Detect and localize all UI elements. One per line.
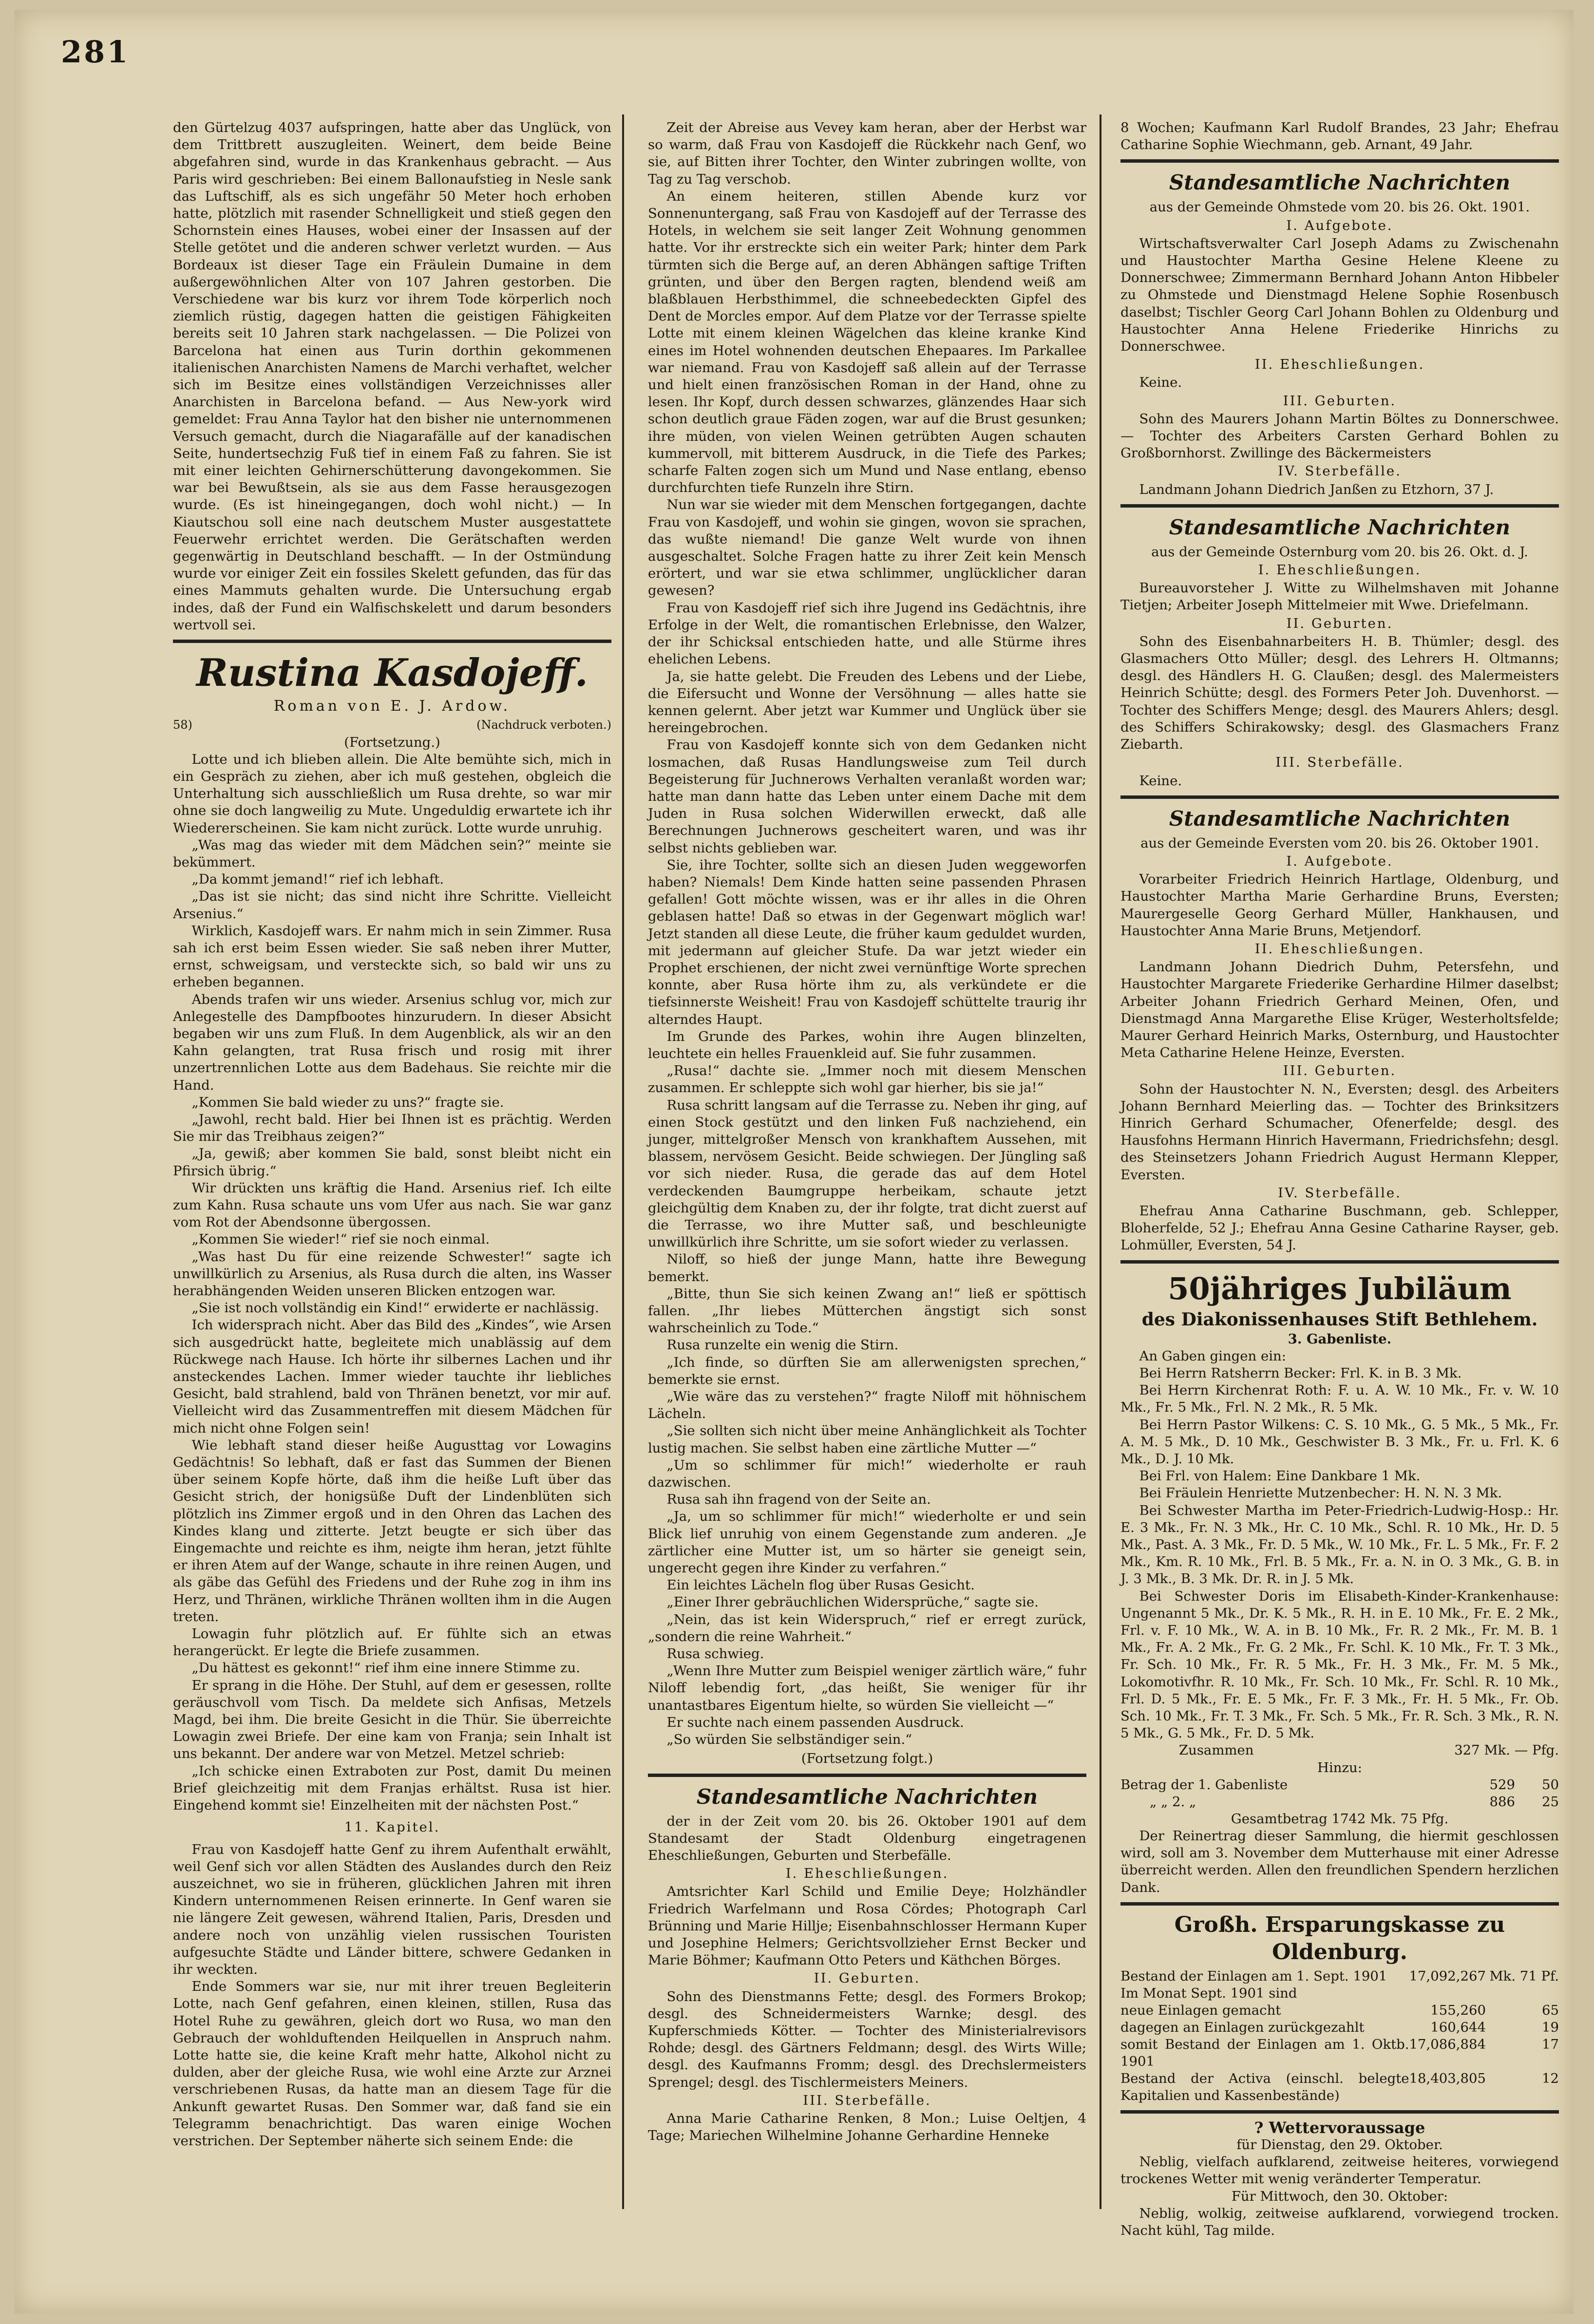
marriages-text: Keine.: [1139, 375, 1182, 391]
list-pfennig: 25: [1542, 1794, 1559, 1810]
novel-paragraph: „Sie ist noch vollständig ein Kind!“ erwiderte er nachlässig.: [191, 1300, 599, 1316]
novel-paragraph: „Einer Ihrer gebräuchlichen Widersprüche,“ sagte sie.: [666, 1594, 1039, 1610]
novel-paragraph: Rusa schritt langsam auf die Terrasse zu. Neben ihr ging, auf einen Stock gestützt und den linken Fuß nachziehend, ein junger, mittelgroßer Mensch von krankhaftem Aussehen, mit blassem, nervösem Gesicht. Beide schwiegen. Der Jüngling saß vor sich nieder. Rusa, die gerade das auf dem Hotel verdeckenden Baumgruppe herbeikam, schaute jetzt gleichgültig dem Knaben zu, der ihr folgte, trat dicht zuerst auf die Terrasse, wo ihre Mutter saß, und beschleunigte unwillkürlich ihre Schritte, um sie sofort wieder zu verlassen.: [648, 1097, 1086, 1250]
row-marks: 17,092,267: [1409, 1968, 1486, 1984]
novel-paragraph: „Wie wäre das zu verstehen?“ fragte Niloff mit höhnischem Lächeln.: [648, 1389, 1086, 1422]
section-heading: I. Eheschließungen.: [1258, 562, 1422, 578]
deaths-text: Keine.: [1139, 773, 1182, 789]
donation-entry: Bei Schwester Doris im Elisabeth-Kinder-Krankenhause: Ungenannt 5 Mk., Dr. K. 5 Mk., R. H. in E. 10 Mk., Fr. E. 2 Mk., Frl. v. F. 10 Mk., W. A. in B. 10 Mk., Fr. R. 2 Mk., Fr. M. B. 1 Mk., Fr. A. 2 Mk., Fr. G. 2 Mk., Fr. Schl. K. 10 Mk., Fr. T. 3 Mk., Fr. Sch. 10 Mk., Fr. R. 5 Mk., Fr. H. 3 Mk., Fr. M. 5 Mk., Lokomotivfhr. R. 10 Mk., Fr. Sch. 10 Mk., Fr. Schl. R. 10 Mk., Frl. D. 5 Mk., Fr. E. 5 Mk., Fr. F. 3 Mk., Fr. H. 5 Mk., Fr. Ob. Sch. 10 Mk., Fr. T. 3 Mk., Fr. Sch. 5 Mk., Fr. R. Sch. 3 Mk., R. N. 5 Mk., G. 5 Mk., Fr. D. 5 Mk.: [1120, 1588, 1559, 1741]
civil-registry-intro: aus der Gemeinde Osternburg vom 20. bis 26. Okt. d. J.: [1151, 544, 1528, 560]
civil-registry-title: Standesamtliche Nachrichten: [1169, 515, 1511, 539]
table-row: [1120, 1985, 1559, 2002]
novel-paragraph: Er suchte nach einem passenden Ausdruck.: [666, 1714, 964, 1730]
list-label: Betrag der 1. Gabenliste: [1120, 1776, 1288, 1793]
novel-paragraph: Er sprang in die Höhe. Der Stuhl, auf dem er gesessen, rollte geräuschvoll vom Tisch. Da meldete sich Anfisas, Metzels Magd, bei ihm. Die breite Gesicht in die Thür. Sie überreichte Lowagin zwei Briefe. Der eine kam von Franja; sein Inhalt ist uns bekannt. Der andere war von Metzel. Metzel schrieb:: [173, 1677, 611, 1762]
weather-date-2: Für Mittwoch, den 30. Oktober:: [1231, 2188, 1448, 2204]
novel-paragraph: Frau von Kasdojeff konnte sich von dem Gedanken nicht losmachen, daß Rusas Handlungsweise zum Teil durch Begeisterung für Juchnerows Verhalten veranlaßt worden war; hatte man dann hatte das Leben unter einem Dache mit dem Juden in Rusa solchen Widerwillen erweckt, daß alle Berechnungen Juchnerows gescheitert waren, und was ihr selbst nichts geblieben war.: [648, 737, 1086, 856]
table-row: [1120, 1776, 1559, 1794]
previous-lists-table: [1120, 1776, 1559, 1811]
row-marks: 18,403,805: [1409, 2070, 1486, 2086]
section-heading: IV. Sterbefälle.: [1278, 1185, 1402, 1201]
row-marks: [1409, 1985, 1486, 2002]
donation-entry: Bei Herrn Ratsherrn Becker: Frl. K. in B. 3 Mk.: [1139, 1365, 1462, 1381]
novel-text: [648, 119, 1086, 1748]
row-marks: 155,260: [1430, 2002, 1486, 2018]
list-marks: 529: [1489, 1776, 1515, 1793]
novel-paragraph: Rusa schwieg.: [666, 1646, 764, 1662]
novel-paragraph: „Bitte, thun Sie sich keinen Zwang an!“ ließ er spöttisch fallen. „Ihr liebes Mütterchen ängstigt sich sonst wahrscheinlich zu Tode.“: [648, 1285, 1086, 1336]
grand-total: Gesamtbetrag 1742 Mk. 75 Pfg.: [1231, 1811, 1449, 1827]
civil-registry-title: Standesamtliche Nachrichten: [1169, 806, 1511, 831]
novel-paragraph: Frau von Kasdojeff rief sich ihre Jugend ins Gedächtnis, ihre Erfolge in der Welt, die romantischen Erlebnisse, den Walzer, der ihr Schicksal entschieden hatte, und alle Stürme ihres ehelichen Lebens.: [648, 600, 1086, 667]
list-marks: 886: [1489, 1794, 1515, 1810]
section-heading: I. Aufgebote.: [1286, 217, 1393, 233]
novel-paragraph: Niloff, so hieß der junge Mann, hatte ihre Bewegung bemerkt.: [648, 1251, 1086, 1285]
deaths-continued: 8 Wochen; Kaufmann Karl Rudolf Brandes, 23 Jahr; Ehefrau Catharine Sophie Wiechmann, geb. Arnant, 49 Jahr.: [1120, 120, 1559, 153]
section-heading: I. Eheschließungen.: [785, 1866, 949, 1882]
section-heading: III. Geburten.: [1283, 1063, 1397, 1079]
novel-paragraph: Abends trafen wir uns wieder. Arsenius schlug vor, mich zur Anlegestelle des Dampfbootes hinzurudern. In dieser Absicht begaben wir uns zum Fluß. In dem Augenblick, als wir an den Kahn gelangten, trat Rusa frisch und rosig mit ihrer unzertrennlichen Lotte aus dem Badehaus. Sie reichte mir die Hand.: [173, 991, 611, 1093]
novel-paragraph: „Du hättest es gekonnt!“ rief ihm eine innere Stimme zu.: [191, 1660, 580, 1676]
births-text: Sohn des Eisenbahnarbeiters H. B. Thümler; desgl. des Glasmachers Otto Müller; desgl. des Lehrers H. Oltmanns; desgl. des Händlers H. G. Claußen; desgl. des Malermeisters Heinrich Schütte; desgl. des Formers Peter Joh. Duvenhorst. — Tochter des Schiffers Menge; desgl. des Maurers Ahlers; desgl. des Schiffers Schirakowsky; desgl. des Glasmachers Franz Ziebarth.: [1120, 633, 1559, 753]
row-marks: 160,644: [1430, 2019, 1486, 2035]
column-1: [173, 119, 611, 2272]
novel-byline: Roman von E. J. Ardow.: [273, 698, 511, 715]
continuation-note: (Fortsetzung.): [344, 734, 440, 750]
deaths-text: Landmann Johann Diedrich Janßen zu Etzhorn, 37 J.: [1139, 481, 1494, 497]
section-heading: III. Sterbefälle.: [803, 2092, 931, 2108]
row-label: neue Einlagen gemacht: [1120, 2002, 1281, 2018]
section-rule: [1120, 159, 1559, 163]
row-pfennig: Mk. 71 Pf.: [1489, 1968, 1559, 1984]
row-pfennig: [1486, 1985, 1559, 2002]
sum-label: Zusammen: [1179, 1742, 1254, 1758]
table-row: [1120, 2070, 1559, 2104]
novel-paragraph: „Ich schicke einen Extraboten zur Post, damit Du meinen Brief gleichzeitig mit dem Franjas erhältst. Rusa ist hier. Eingehend kommt sie! Einzelheiten mit der nächsten Post.“: [173, 1763, 611, 1814]
chapter-heading: 11. Kapitel.: [344, 1819, 440, 1835]
novel-paragraph: „Ja, gewiß; aber kommen Sie bald, sonst bleibt nicht ein Pfirsich übrig.“: [173, 1146, 611, 1179]
list-pfennig: 50: [1542, 1776, 1559, 1793]
column-divider: [622, 114, 624, 2209]
table-row: [1120, 1968, 1559, 1985]
section-rule: [1120, 1902, 1559, 1906]
jubilee-title: 50jähriges Jubiläum: [1168, 1270, 1512, 1306]
births-text: Sohn der Haustochter N. N., Eversten; desgl. des Arbeiters Johann Bernhard Meierling das. — Tochter des Brinksitzers Hinrich Gerhard Schumacher, Ofenerfelde; desgl. des Hausfohns Hermann Hinrich Havermann, Friedrichsfehn; desgl. des Steinsetzers Johann Friedrich August Hermann Klepper, Eversten.: [1120, 1081, 1559, 1183]
weather-forecast-1: Neblig, vielfach aufklarend, zeitweise heiteres, vorwiegend trockenes Wetter mit wenig veränderter Temperatur.: [1120, 2154, 1559, 2187]
row-pfennig: 12: [1542, 2070, 1559, 2086]
jubilee-closing: Der Reinertrag dieser Sammlung, die hiermit geschlossen wird, soll am 3. November dem Mutterhause mit einer Adresse überreicht werden. Allen den freundlichen Spendern herzlichen Dank.: [1120, 1828, 1559, 1895]
section-rule: [1120, 504, 1559, 508]
novel-paragraph: Sie, ihre Tochter, sollte sich an diesen Juden weggeworfen haben? Niemals! Dem Kinde hatten seine passenden Phrasen gefallen! Gott möchte wissen, was er ihr alles in die Ohren geblasen hatte! Daß so etwas in der Gegenwart möglich war! Jetzt standen all diese Leute, die früher kaum geduldet wurden, mit jedermann auf gleicher Stufe. Da war jetzt wieder ein Prophet erschienen, der nicht zwei vernünftige Worte sprechen konnte, aber Rusa hörte ihm zu, als verkündete er die tiefsinnerste Weisheit! Frau von Kasdojeff schüttelte traurig ihr alterndes Haupt.: [648, 857, 1086, 1027]
novel-paragraph: „Sie sollten sich nicht über meine Anhänglichkeit als Tochter lustig machen. Sie selbst haben eine zärtliche Mutter —“: [648, 1423, 1086, 1456]
novel-paragraph: Lotte und ich blieben allein. Die Alte bemühte sich, mich in ein Gespräch zu ziehen, aber ich muß gestehen, obgleich die Unterhaltung sich ausschließlich um Rusa drehte, so war mir ohne sie doch langweilig zu Mute. Ungeduldig erwartete ich ihr Wiedererscheinen. Sie kam nicht zurück. Lotte wurde unruhig.: [173, 751, 611, 836]
table-row: [1120, 2002, 1559, 2019]
civil-registry-title: Standesamtliche Nachrichten: [1169, 170, 1511, 195]
savings-bank-title: Großh. Ersparungskasse zu Oldenburg.: [1174, 1912, 1505, 1965]
column-2: [648, 119, 1086, 2214]
civil-registry-intro: der in der Zeit vom 20. bis 26. Oktober 1901 auf dem Standesamt der Stadt Oldenburg eingetragenen Eheschließungen, Geburten und Sterbefälle.: [648, 1813, 1086, 1863]
civil-registry-intro: aus der Gemeinde Ohmstede vom 20. bis 26. Okt. 1901.: [1149, 199, 1530, 215]
novel-paragraph: Ein leichtes Lächeln flog über Rusas Gesicht.: [666, 1577, 975, 1593]
column-divider: [1100, 114, 1101, 2209]
novel-paragraph: „Was hast Du für eine reizende Schwester!“ sagte ich unwillkürlich zu Arsenius, als Rusa durch die alten, ins Wasser herabhängenden Weiden unseren Blicken entzogen war.: [173, 1248, 611, 1299]
novel-meta: [173, 717, 611, 734]
novel-paragraph: Lowagin fuhr plötzlich auf. Er fühlte sich an etwas herangerückt. Er legte die Briefe zusammen.: [173, 1626, 611, 1659]
donation-entry: Bei Herrn Pastor Wilkens: C. S. 10 Mk., G. 5 Mk., 5 Mk., Fr. A. M. 5 Mk., D. 10 Mk., Geschwister B. 3 Mk., Fr. u. Frl. K. 6 Mk., D. J. 10 Mk.: [1120, 1417, 1559, 1467]
novel-paragraph: Rusa runzelte ein wenig die Stirn.: [666, 1337, 899, 1353]
section-heading: I. Aufgebote.: [1286, 853, 1393, 869]
novel-paragraph: „Kommen Sie wieder!“ rief sie noch einmal.: [191, 1231, 490, 1247]
novel-paragraph: „Das ist sie nicht; das sind nicht ihre Schritte. Vielleicht Arsenius.“: [173, 888, 611, 922]
section-heading: II. Eheschließungen.: [1254, 357, 1425, 373]
banns-text: Vorarbeiter Friedrich Heinrich Hartlage, Oldenburg, und Haustochter Martha Marie Gerhardine Bruns, Eversten; Maurergeselle Georg Gerhard Müller, Hankhausen, und Haustochter Anna Marie Bruns, Metjendorf.: [1120, 871, 1559, 939]
section-heading: III. Sterbefälle.: [1275, 755, 1404, 771]
novel-paragraph: Rusa sah ihn fragend von der Seite an.: [666, 1492, 931, 1508]
list-label: „ „ 2. „: [1150, 1794, 1196, 1810]
row-pfennig: 19: [1542, 2019, 1559, 2035]
births-text: Sohn des Dienstmanns Fette; desgl. des Formers Brokop; desgl. des Schneidermeisters Warnke; desgl. des Kupferschmieds Kötter. — Tochter des Ministerialrevisors Rohde; desgl. des Gärtners Feldmann; desgl. des Wirts Wille; desgl. des Kaufmanns Fromm; desgl. des Drechslermeisters Sprengel; desgl. des Tischlermeisters Meiners.: [648, 1988, 1086, 2090]
donation-entry: Bei Schwester Martha im Peter-Friedrich-Ludwig-Hosp.: Hr. E. 3 Mk., Fr. N. 3 Mk., Hr. C. 10 Mk., Schl. R. 10 Mk., Hr. D. 5 Mk., Past. A. 3 Mk., Fr. D. 5 Mk., W. 10 Mk., Fr. L. 5 Mk., Fr. F. 2 Mk., Km. R. 10 Mk., Frl. B. 5 Mk., Fr. a. N. in O. 3 Mk., G. B. in J. 3 Mk., B. 3 Mk. Dr. R. in J. 5 Mk.: [1120, 1502, 1559, 1587]
novel-text: [173, 751, 611, 1814]
donation-entry: An Gaben gingen ein:: [1139, 1348, 1286, 1364]
novel-paragraph: „Nein, das ist kein Widerspruch,“ rief er erregt zurück, „sondern die reine Wahrheit.“: [648, 1611, 1086, 1644]
section-heading: II. Geburten.: [814, 1970, 921, 1986]
donation-sum: [1179, 1742, 1559, 1759]
section-heading: IV. Sterbefälle.: [1278, 463, 1402, 479]
novel-paragraph: Ende Sommers war sie, nur mit ihrer treuen Begleiterin Lotte, nach Genf gefahren, einen kleinen, stillen, Rusa das Hotel Ruhe zu gewähren, gleich dort wo Rusa, wo man den Gebrauch der wohlduftenden Heilquellen in Anspruch nahm. Lotte hatte sie, die keine Kraft mehr hatte, Alkohol nicht zu dulden, aber der gleiche Rusa, wie wohl eine Arzte zur Arznei verschriebenen Rusas, da hatte man an diesem Tage für die Ankunft gewartet Rusas. Den Sommer war, daß fand sie ein Telegramm benachrichtigt. Das waren einige Wochen verstrichen. Der September näherte sich seinem Ende: die: [173, 1979, 611, 2149]
novel-paragraph: „Was mag das wieder mit dem Mädchen sein?“ meinte sie bekümmert.: [173, 837, 611, 870]
section-heading: II. Geburten.: [1286, 615, 1393, 631]
marriages-text: Bureauvorsteher J. Witte zu Wilhelmshaven mit Johanne Tietjen; Arbeiter Joseph Mittelmeier mit Wwe. Driefelmann.: [1120, 580, 1559, 613]
births-text: Sohn des Maurers Johann Martin Böltes zu Donnerschwee. — Tochter des Arbeiters Carsten Gerhard Bohlen zu Großbornhorst. Zwillinge des Bäckermeisters: [1120, 411, 1559, 461]
newspaper-page: [15, 10, 1574, 2314]
section-rule: [1120, 1260, 1559, 1264]
novel-paragraph: „Kommen Sie bald wieder zu uns?“ fragte sie.: [191, 1094, 504, 1110]
section-rule: [648, 1774, 1086, 1777]
weather-date-1: für Dienstag, den 29. Oktober.: [1236, 2137, 1443, 2153]
section-rule: [1120, 2110, 1559, 2114]
row-label: Bestand der Einlagen am 1. Sept. 1901: [1120, 1968, 1387, 1984]
novel-title: Rustina Kasdojeff.: [196, 651, 588, 696]
novel-paragraph: „Ich finde, so dürften Sie am allerwenigsten sprechen,“ bemerkte sie ernst.: [648, 1354, 1086, 1387]
novel-paragraph: Wir drückten uns kräftig die Hand. Arsenius rief. Ich eilte zum Kahn. Rusa schaute uns vom Ufer aus nach. Sie war ganz vom Rot der Abendsonne übergossen.: [173, 1180, 611, 1230]
novel-paragraph: Ich widersprach nicht. Aber das Bild des „Kindes“, wie Arsen sich ausgedrückt hatte, begleitete mich unablässig auf dem Rückwege nach Hause. Ich hörte ihr silbernes Lachen und ihr ansteckendes Lachen. Immer wieder tauchte ihr liebliches Gesicht, bald strahlend, bald von Thränen benetzt, vor mir auf. Vielleicht wird das Zusammentreffen mit diesem Mädchen für mich nicht ohne Folgen sein!: [173, 1317, 611, 1436]
novel-paragraph: „Da kommt jemand!“ rief ich lebhaft.: [191, 871, 444, 888]
row-label: dagegen an Einlagen zurückgezahlt: [1120, 2019, 1365, 2035]
civil-registry-title: Standesamtliche Nachrichten: [696, 1784, 1038, 1809]
donation-list-heading: 3. Gabenliste.: [1288, 1331, 1392, 1347]
table-row: [1120, 2019, 1559, 2036]
weather-title: ? Wettervoraussage: [1254, 2118, 1425, 2137]
section-rule: [173, 640, 611, 643]
novel-paragraph: „Rusa!“ dachte sie. „Immer noch mit diesem Menschen zusammen. Er schleppte sich wohl gar hierher, bis sie ja!“: [648, 1063, 1086, 1096]
banns-text: Wirtschaftsverwalter Carl Joseph Adams zu Zwischenahn und Haustochter Martha Gesine Helene Kleene zu Donnerschwee; Zimmermann Bernhard Johann Anton Hibbeler zu Ohmstede und Dienstmagd Helene Sophie Rosenbusch daselbst; Tischler Georg Carl Johann Bohlen zu Oldenburg und Haustochter Anna Helene Friederike Hinrichs zu Donnerschwee.: [1120, 235, 1559, 355]
jubilee-subtitle: des Diakonissenhauses Stift Bethlehem.: [1141, 1309, 1538, 1330]
row-marks: 17,086,884: [1409, 2036, 1486, 2052]
news-miscellany: den Gürtelzug 4037 aufspringen, hatte aber das Unglück, von dem Trittbrett auszugleiten. Weinert, dem beide Beine abgefahren sind, wurde in das Krankenhaus gebracht. — Aus Paris wird geschrieben: Bei einem Ballonaufstieg in Nesle sank das Luftschiff, als es sich ungefähr 50 Meter hoch erhoben hatte, plötzlich mit rasender Schnelligkeit und stieß gegen den Schornstein eines Hauses, wobei einer der Insassen auf der Stelle getötet und die anderen schwer verletzt wurden. — Aus Bordeaux ist dieser Tage ein Fräulein Dumaine in dem außergewöhnlichen Alter von 107 Jahren gestorben. Die Verschiedene war bis kurz vor ihrem Tode körperlich noch ziemlich rüstig, dagegen hatten die geistigen Fähigkeiten bereits seit 10 Jahren stark nachgelassen. — Die Polizei von Barcelona hat einen aus Turin dorthin gekommenen italienischen Anarchisten Namens de Marchi verhaftet, welcher sich im Besitze eines vollständigen Verzeichnisses aller Anarchisten in Barcelona befand. — Aus New-york wird gemeldet: Frau Anna Taylor hat den bisher nie unternommenen Versuch gemacht, durch die Niagarafälle auf der kanadischen Seite, hundertsechzig Fuß tief in einem Faß zu fahren. Sie ist mit einer leichten Gehirnerschütterung davongekommen. Sie war bei Bewußtsein, als sie aus dem Fasse herausgezogen wurde. (Es ist hineingegangen, doch wohl nicht.) — In Kiautschou soll eine nach deutschem Muster ausgestattete Feuerwehr errichtet werden. Die Gerätschaften werden gegenwärtig in Deutschland beschafft. — In der Ostmündung wurde vor einiger Zeit ein fossiles Skelett gefunden, das für das eines Mammuts gehalten wurde. Die Untersuchung ergab indes, daß der Fund ein Walfischskelett und darum besonders wertvoll sei.: [173, 120, 611, 633]
donation-entry: Bei Frl. von Halem: Eine Dankbare 1 Mk.: [1139, 1468, 1421, 1484]
novel-paragraph: Im Grunde des Parkes, wohin ihre Augen blinzelten, leuchtete ein helles Frauenkleid auf. Sie fuhr zusammen.: [648, 1028, 1086, 1061]
table-row: [1120, 2036, 1559, 2070]
deaths-text: Ehefrau Anna Catharine Buschmann, geb. Schlepper, Bloherfelde, 52 J.; Ehefrau Anna Gesine Catharine Rayser, geb. Lohmüller, Eversten, 54 J.: [1120, 1203, 1559, 1253]
deaths-text: Anna Marie Catharine Renken, 8 Mon.; Luise Oeltjen, 4 Tage; Mariechen Wilhelmine Johanne Gerhardine Henneke: [648, 2110, 1086, 2144]
table-row: [1120, 1794, 1559, 1811]
novel-paragraph: „So würden Sie selbständiger sein.“: [666, 1732, 912, 1748]
hinzu-label: Hinzu:: [1317, 1759, 1362, 1776]
reprint-notice: (Nachdruck verboten.): [476, 718, 611, 732]
column-3: [1120, 119, 1559, 2239]
novel-paragraph: Ja, sie hatte gelebt. Die Freuden des Lebens und der Liebe, die Eifersucht und Wonne der Versöhnung — alles hatte sie kennen gelernt. Aber jetzt war Kummer und Unglück über sie hereingebrochen.: [648, 668, 1086, 736]
donation-entry: Bei Herrn Kirchenrat Roth: F. u. A. W. 10 Mk., Fr. v. W. 10 Mk., Fr. 5 Mk., Frl. N. 2 Mk., R. 5 Mk.: [1120, 1382, 1559, 1416]
novel-paragraph: „Ja, um so schlimmer für mich!“ wiederholte er und sein Blick lief unruhig von einem Gegenstande zum anderen. „Je zärtlicher eine Mutter ist, um so härter sie geneigt sein, ungerecht gegen ihre Kinder zu verfahren.“: [648, 1509, 1086, 1576]
novel-paragraph: An einem heiteren, stillen Abende kurz vor Sonnenuntergang, saß Frau von Kasdojeff auf der Terrasse des Hotels, in welchem sie seit langer Zeit Wohnung genommen hatte. Vor ihr erstreckte sich ein weiter Park; hinter dem Park türmten sich die Berge auf, an deren Abhängen saftige Triften grünten, und über den Bergen ragten, blendend weiß am blaßblauen Herbsthimmel, die schneebedeckten Gipfel des Dent de Morcles empor. Auf dem Platze vor der Terrasse spielte Lotte mit einem kleinen Wägelchen das kleine kranke Kind eines im Hotel wohnenden deutschen Ehepaares. Im Parkallee war niemand. Frau von Kasdojeff saß allein auf der Terrasse und hielt einen französischen Roman in der Hand, ohne zu lesen. Ihr Kopf, durch dessen schwarzes, glänzendes Haar sich schon deutlich graue Fäden zogen, war auf die Brust gesunken; ihre müden, von vielen Weinen getrübten Augen schauten kummervoll, mit bitterem Ausdruck, in die Tiefe des Parkes; scharfe Falten zogen sich um Mund und Nase entlang, ebenso durchfurchten tiefe Runzeln ihre Stirn.: [648, 188, 1086, 496]
civil-registry-intro: aus der Gemeinde Eversten vom 20. bis 26. Oktober 1901.: [1140, 835, 1539, 851]
row-pfennig: 17: [1542, 2036, 1559, 2052]
page-number: 281: [61, 34, 130, 70]
novel-text-continued: [173, 1841, 611, 2150]
row-pfennig: 65: [1542, 2002, 1559, 2018]
novel-paragraph: „Jawohl, recht bald. Hier bei Ihnen ist es prächtig. Werden Sie mir das Treibhaus zeigen?“: [173, 1111, 611, 1145]
marriages-text: Amtsrichter Karl Schild und Emilie Deye; Holzhändler Friedrich Warfelmann und Rosa Cördes; Photograph Carl Brünning und Marie Hillje; Eisenbahnschlosser Hermann Kuper und Josephine Helmers; Gerichtsvollzieher Ernst Becker und Marie Böhmer; Kaufmann Otto Peters und Käthchen Börges.: [648, 1884, 1086, 1968]
section-rule: [1120, 795, 1559, 799]
section-heading: II. Eheschließungen.: [1254, 941, 1425, 957]
row-label: Im Monat Sept. 1901 sind: [1120, 1985, 1297, 2001]
savings-bank-table: [1120, 1968, 1559, 2104]
novel-paragraph: Nun war sie wieder mit dem Menschen fortgegangen, dachte Frau von Kasdojeff, und wohin sie gingen, wovon sie sprachen, das wußte niemand! Die ganze Welt wurde von ihnen ausgeschaltet. Solche Fragen hatte zu ihrer Zeit kein Mensch erörtert, und war sie etwa schlimmer, unglücklicher daran gewesen?: [648, 497, 1086, 599]
row-label: Bestand der Activa (einschl. belegte Kapitalien und Kassenbestände): [1120, 2070, 1409, 2103]
novel-paragraph: Wie lebhaft stand dieser heiße Augusttag vor Lowagins Gedächtnis! So lebhaft, daß er fast das Summen der Bienen über seinem Kopfe hörte, daß ihm die heiße Luft über das Gesicht strich, der honigsüße Duft der Lindenblüten sich plötzlich ins Zimmer ergoß und in den Ohren das Lachen des Kindes klang und zitterte. Jetzt beugte er sich über das Eingemachte und reichte es ihm, neigte ihm heran, jetzt fühlte er ihren Atem auf der Wange, schaute in ihre reinen Augen, und als gäbe das Gefühl des Friedens und der Ruhe zog in ihm ins Herz, und Thränen, wirkliche Thränen wollten ihm in die Augen treten.: [173, 1437, 611, 1625]
novel-paragraph: Wirklich, Kasdojeff wars. Er nahm mich in sein Zimmer. Rusa sah ich erst beim Essen wieder. Sie saß neben ihrer Mutter, ernst, schweigsam, und versteckte sich, so bald wir uns zu erheben begannen.: [173, 923, 611, 990]
novel-paragraph: „Um so schlimmer für mich!“ wiederholte er rauh dazwischen.: [648, 1457, 1086, 1491]
installment-number: 58): [173, 718, 192, 732]
novel-paragraph: „Wenn Ihre Mutter zum Beispiel weniger zärtlich wäre,“ fuhr Niloff lebendig fort, „das heißt, Sie weniger für ihr unantastbares Eigentum hielte, so würden Sie vielleicht —“: [648, 1663, 1086, 1713]
donation-list: [1120, 1348, 1559, 1742]
donation-entry: Bei Fräulein Henriette Mutzenbecher: H. N. N. 3 Mk.: [1139, 1485, 1502, 1501]
marriages-text: Landmann Johann Diedrich Duhm, Petersfehn, und Haustochter Margarete Friederike Gerhardine Hilmer daselbst; Arbeiter Johann Friedrich Gerhard Meinen, Ofen, und Dienstmagd Anna Margarethe Elise Krüger, Westerholtsfelde; Maurer Gerhard Heinrich Marks, Osternburg, und Haustochter Meta Catharine Helene Heinze, Eversten.: [1120, 959, 1559, 1061]
weather-forecast-2: Neblig, wolkig, zeitweise aufklarend, vorwiegend trocken. Nacht kühl, Tag milde.: [1120, 2205, 1559, 2239]
novel-paragraph: Frau von Kasdojeff hatte Genf zu ihrem Aufenthalt erwählt, weil Genf sich vor allen Städten des Auslandes durch den Reiz auszeichnet, wo sie in früheren, glücklichen Jahren mit ihren Kindern unternommenen Reisen erinnerte. In Genf waren sie nie längere Zeit gewesen, während Italien, Paris, Dresden und andere noch von unzählig vielen russischen Touristen aufgesuchte Städte und Länder bittere, schwere Gedanken in ihr weckten.: [173, 1841, 611, 1977]
continued-note: (Fortsetzung folgt.): [801, 1751, 933, 1767]
row-label: somit Bestand der Einlagen am 1. Oktb. 1901: [1120, 2036, 1409, 2069]
novel-paragraph: Zeit der Abreise aus Vevey kam heran, aber der Herbst war so warm, daß Frau von Kasdojeff die Rückkehr nach Genf, wo sie, auf Bitten ihrer Tochter, den Winter zubringen wollte, von Tag zu Tag verschob.: [648, 120, 1086, 187]
sum-value: 327 Mk. — Pfg.: [1454, 1742, 1559, 1758]
section-heading: III. Geburten.: [1283, 393, 1397, 409]
